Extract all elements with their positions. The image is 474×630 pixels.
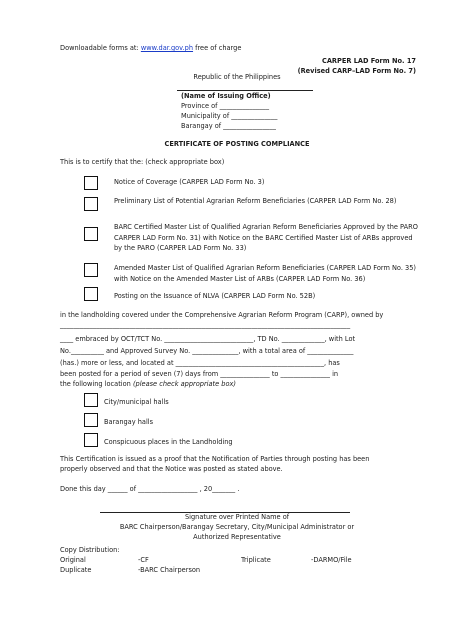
form-revision: (Revised CARP–LAD Form No. 7)	[297, 67, 416, 75]
form-number: CARPER LAD Form No. 17	[321, 57, 416, 65]
distribution-triplicate-recipient: -DARMO/File	[311, 556, 352, 564]
dar-website-link[interactable]: www.dar.gov.ph	[140, 44, 194, 52]
location-conspicuous-places: Conspicuous places in the Landholding	[104, 438, 233, 446]
location-instruction: (please check appropriate box)	[132, 380, 236, 388]
intro-text: This is to certify that the: (check appropriate box)	[60, 158, 225, 166]
location-city-municipal-halls: City/municipal halls	[104, 398, 169, 406]
done-this-day: Done this day ______ of __________________ , 20_______ .	[60, 485, 240, 493]
issuing-office-label: (Name of Issuing Office)	[181, 92, 271, 100]
signature-authorized: Authorized Representative	[193, 533, 281, 541]
landholding-line-1: in the landholding covered under the Comprehensive Agrarian Reform Program (CARP), owned by	[60, 311, 384, 319]
location-prompt: the following location	[60, 380, 131, 388]
certification-line-2: properly observed and that the Notice was posted as stated above.	[60, 465, 283, 473]
barangay-field: Barangay of ________________	[181, 122, 276, 130]
download-prefix: Downloadable forms at:	[60, 44, 139, 52]
option-barc-master-list: BARC Certified Master List of Qualified Agrarian Reform Beneficiaries Approved by the PARO CARPER LAD Form No. 31) with Notice on the BARC Certified Master List of ARBs approved by the PARO (CARPER LAD Form No. 33)	[114, 223, 418, 252]
option-nlva-posting: Posting on the Issuance of NLVA (CARPER LAD Form No. 52B)	[114, 292, 316, 300]
landholding-line-7	[60, 380, 236, 389]
checkbox-notice-of-coverage[interactable]	[84, 176, 98, 190]
issuing-office-line	[177, 90, 313, 91]
certification-line-1: This Certification is issued as a proof that the Notification of Parties through posting has been	[60, 455, 370, 463]
distribution-duplicate: Duplicate	[60, 566, 92, 574]
municipality-field: Municipality of ______________	[181, 112, 278, 120]
distribution-original: Original	[60, 556, 86, 564]
landholding-line-6: been posted for a period of seven (7) days from _______________ to _______________ in	[60, 370, 339, 378]
distribution-duplicate-recipient: -BARC Chairperson	[138, 566, 201, 574]
landholding-line-5: (has.) more or less, and located at _____________________________________________, has	[60, 359, 340, 367]
landholding-line-2: ________________________________________________________________________________________	[60, 321, 351, 329]
option-preliminary-list: Preliminary List of Potential Agrarian Reform Beneficiaries (CARPER LAD Form No. 28)	[114, 197, 397, 205]
option-notice-of-coverage: Notice of Coverage (CARPER LAD Form No. 3)	[114, 178, 265, 186]
checkbox-city-municipal-halls[interactable]	[84, 393, 98, 407]
signature-label: Signature over Printed Name of	[184, 513, 290, 521]
checkbox-conspicuous-places[interactable]	[84, 433, 98, 447]
checkbox-barc-master-list[interactable]	[84, 227, 98, 241]
distribution-original-recipient: -CF	[138, 556, 149, 564]
landholding-line-3: ____ embraced by OCT/TCT No. ___________________________, TD No. _____________, with Lot	[60, 335, 356, 343]
checkbox-nlva-posting[interactable]	[84, 287, 98, 301]
document-title: CERTIFICATE OF POSTING COMPLIANCE	[164, 140, 310, 148]
download-note	[60, 44, 241, 53]
distribution-triplicate: Triplicate	[241, 556, 271, 564]
option-amended-master-list: Amended Master List of Qualified Agrarian Reform Beneficiaries (CARPER LAD Form No. 35) with Notice on the Amended Master List of ARBs (CARPER LAD Form No. 36)	[114, 264, 416, 283]
republic-label: Republic of the Philippines	[193, 73, 281, 81]
signature-role: BARC Chairperson/Barangay Secretary, City/Municipal Administrator or	[119, 523, 355, 531]
landholding-line-4: No.__________ and Approved Survey No. ______________, with a total area of ______________	[60, 347, 354, 355]
checkbox-preliminary-list[interactable]	[84, 197, 98, 211]
copy-distribution-title: Copy Distribution:	[60, 546, 120, 554]
checkbox-amended-master-list[interactable]	[84, 263, 98, 277]
checkbox-barangay-halls[interactable]	[84, 413, 98, 427]
province-field: Province of _______________	[181, 102, 270, 110]
download-suffix: free of charge	[195, 44, 242, 52]
location-barangay-halls: Barangay halls	[104, 418, 154, 426]
